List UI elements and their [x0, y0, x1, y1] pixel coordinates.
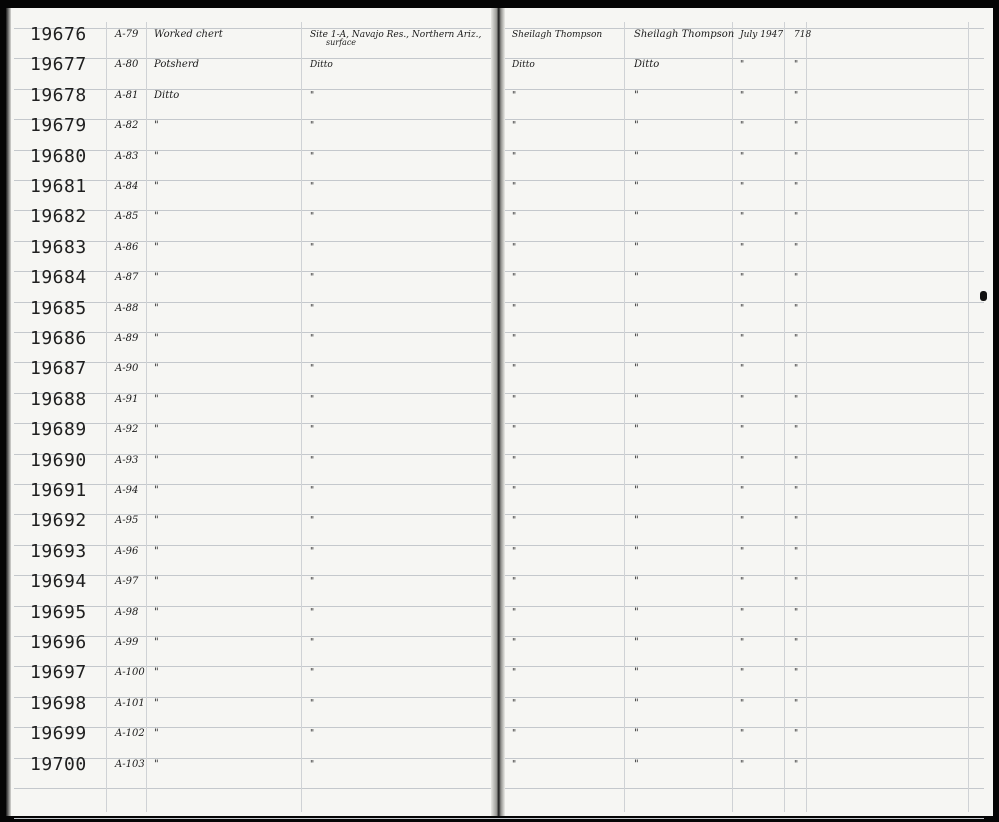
accession-number: " — [794, 638, 799, 648]
locality: " — [310, 668, 315, 678]
object-description: " — [154, 242, 159, 253]
donor: " — [634, 485, 639, 496]
table-row — [12, 628, 982, 658]
object-description: " — [154, 455, 159, 466]
locality: " — [310, 395, 315, 405]
accession-number: 718 — [794, 30, 812, 40]
catalog-number: 19680 — [30, 146, 87, 167]
field-number: A-99 — [115, 637, 139, 648]
locality: Site 1-A, Navajo Res., Northern Ariz., — [310, 30, 482, 40]
donor: " — [634, 363, 639, 374]
locality: " — [310, 729, 315, 739]
date: " — [740, 456, 745, 466]
accession-number: " — [794, 729, 799, 739]
accession-number: " — [794, 304, 799, 314]
field-number: A-80 — [115, 59, 139, 70]
donor: " — [634, 151, 639, 162]
date: " — [740, 668, 745, 678]
field-number: A-79 — [115, 29, 139, 40]
donor: " — [634, 424, 639, 435]
binding-mark — [980, 291, 987, 301]
accession-number: " — [794, 212, 799, 222]
date: " — [740, 334, 745, 344]
catalog-number: 19677 — [30, 54, 87, 75]
date: " — [740, 729, 745, 739]
catalog-number: 19689 — [30, 419, 87, 440]
table-row — [12, 81, 982, 111]
accession-number: " — [794, 364, 799, 374]
collector: Sheilagh Thompson — [512, 30, 603, 40]
accession-number: " — [794, 273, 799, 283]
field-number: A-98 — [115, 607, 139, 618]
object-description: Ditto — [154, 90, 180, 101]
catalog-number: 19684 — [30, 267, 87, 288]
locality: " — [310, 547, 315, 557]
date: " — [740, 395, 745, 405]
collector: " — [512, 638, 517, 648]
table-row — [12, 750, 982, 780]
table-row — [12, 172, 982, 202]
object-description: " — [154, 546, 159, 557]
field-number: A-93 — [115, 455, 139, 466]
collector: " — [512, 486, 517, 496]
catalog-number: 19686 — [30, 328, 87, 349]
donor: " — [634, 759, 639, 770]
date: " — [740, 577, 745, 587]
locality: " — [310, 91, 315, 101]
collector: " — [512, 152, 517, 162]
collector: " — [512, 668, 517, 678]
donor: " — [634, 637, 639, 648]
catalog-number: 19697 — [30, 662, 87, 683]
locality: " — [310, 760, 315, 770]
table-row — [12, 598, 982, 628]
page-edge — [6, 8, 11, 816]
locality-continuation: surface — [326, 38, 357, 47]
locality: " — [310, 456, 315, 466]
catalog-number: 19683 — [30, 237, 87, 258]
catalog-number: 19681 — [30, 176, 87, 197]
date: " — [740, 91, 745, 101]
field-number: A-90 — [115, 363, 139, 374]
table-row — [12, 233, 982, 263]
object-description: " — [154, 424, 159, 435]
catalog-number: 19695 — [30, 602, 87, 623]
locality: " — [310, 212, 315, 222]
collector: " — [512, 304, 517, 314]
collector: " — [512, 364, 517, 374]
accession-number: " — [794, 699, 799, 709]
table-row — [12, 689, 982, 719]
field-number: A-91 — [115, 394, 139, 405]
object-description: " — [154, 363, 159, 374]
catalog-number: 19691 — [30, 480, 87, 501]
locality: " — [310, 182, 315, 192]
catalog-number: 19687 — [30, 358, 87, 379]
object-description: " — [154, 667, 159, 678]
object-description: " — [154, 637, 159, 648]
collector: " — [512, 121, 517, 131]
date: " — [740, 516, 745, 526]
object-description: " — [154, 211, 159, 222]
accession-number: " — [794, 547, 799, 557]
collector: " — [512, 577, 517, 587]
catalog-number: 19676 — [30, 24, 87, 45]
accession-number: " — [794, 121, 799, 131]
object-description: " — [154, 151, 159, 162]
field-number: A-81 — [115, 90, 139, 101]
object-description: " — [154, 272, 159, 283]
collector: " — [512, 547, 517, 557]
object-description: Potsherd — [154, 59, 200, 70]
table-row — [12, 294, 982, 324]
locality: " — [310, 638, 315, 648]
accession-number: " — [794, 456, 799, 466]
collector: " — [512, 212, 517, 222]
collector: " — [512, 425, 517, 435]
field-number: A-89 — [115, 333, 139, 344]
table-row — [12, 567, 982, 597]
accession-number: " — [794, 760, 799, 770]
locality: " — [310, 304, 315, 314]
donor: " — [634, 181, 639, 192]
table-row — [12, 537, 982, 567]
date: " — [740, 486, 745, 496]
field-number: A-102 — [115, 728, 145, 739]
field-number: A-92 — [115, 424, 139, 435]
object-description: " — [154, 698, 159, 709]
accession-number: " — [794, 486, 799, 496]
object-description: " — [154, 515, 159, 526]
locality: Ditto — [310, 60, 333, 70]
locality: " — [310, 425, 315, 435]
collector: " — [512, 699, 517, 709]
accession-number: " — [794, 60, 799, 70]
table-row — [12, 324, 982, 354]
object-description: " — [154, 120, 159, 131]
table-row — [12, 202, 982, 232]
donor: " — [634, 455, 639, 466]
accession-number: " — [794, 152, 799, 162]
accession-number: " — [794, 608, 799, 618]
object-description: " — [154, 576, 159, 587]
field-number: A-87 — [115, 272, 139, 283]
date: " — [740, 152, 745, 162]
collector: " — [512, 334, 517, 344]
locality: " — [310, 121, 315, 131]
table-row — [12, 446, 982, 476]
date: " — [740, 760, 745, 770]
accession-number: " — [794, 243, 799, 253]
locality: " — [310, 334, 315, 344]
field-number: A-88 — [115, 303, 139, 314]
catalog-number: 19694 — [30, 571, 87, 592]
date: " — [740, 608, 745, 618]
catalog-number: 19692 — [30, 510, 87, 531]
donor: Ditto — [634, 59, 660, 70]
table-row — [12, 263, 982, 293]
field-number: A-82 — [115, 120, 139, 131]
accession-number: " — [794, 516, 799, 526]
field-number: A-96 — [115, 546, 139, 557]
donor: " — [634, 607, 639, 618]
donor: " — [634, 728, 639, 739]
collector: " — [512, 182, 517, 192]
table-row — [12, 142, 982, 172]
locality: " — [310, 486, 315, 496]
field-number: A-86 — [115, 242, 139, 253]
object-description: " — [154, 181, 159, 192]
catalog-number: 19685 — [30, 298, 87, 319]
collector: " — [512, 456, 517, 466]
field-number: A-83 — [115, 151, 139, 162]
field-number: A-95 — [115, 515, 139, 526]
accession-number: " — [794, 577, 799, 587]
catalog-number: 19678 — [30, 85, 87, 106]
donor: " — [634, 394, 639, 405]
accession-number: " — [794, 395, 799, 405]
object-description: " — [154, 759, 159, 770]
table-row — [12, 50, 982, 80]
table-row — [12, 385, 982, 415]
table-row — [12, 415, 982, 445]
locality: " — [310, 608, 315, 618]
table-row — [12, 20, 982, 50]
locality: " — [310, 152, 315, 162]
date: " — [740, 182, 745, 192]
object-description: Worked chert — [154, 29, 223, 40]
donor: " — [634, 698, 639, 709]
donor: " — [634, 667, 639, 678]
object-description: " — [154, 333, 159, 344]
table-row — [12, 506, 982, 536]
catalog-number: 19688 — [30, 389, 87, 410]
locality: " — [310, 516, 315, 526]
donor: " — [634, 90, 639, 101]
collector: " — [512, 760, 517, 770]
catalog-number: 19679 — [30, 115, 87, 136]
date: July 1947 — [740, 30, 784, 40]
date: " — [740, 425, 745, 435]
catalog-number: 19690 — [30, 450, 87, 471]
collector: Ditto — [512, 60, 535, 70]
date: " — [740, 60, 745, 70]
donor: " — [634, 546, 639, 557]
date: " — [740, 121, 745, 131]
locality: " — [310, 243, 315, 253]
catalog-number: 19700 — [30, 754, 87, 775]
collector: " — [512, 243, 517, 253]
object-description: " — [154, 607, 159, 618]
date: " — [740, 638, 745, 648]
object-description: " — [154, 303, 159, 314]
date: " — [740, 364, 745, 374]
table-row — [12, 658, 982, 688]
accession-number: " — [794, 668, 799, 678]
field-number: A-101 — [115, 698, 145, 709]
donor: Sheilagh Thompson — [634, 29, 735, 40]
date: " — [740, 547, 745, 557]
collector: " — [512, 729, 517, 739]
collector: " — [512, 273, 517, 283]
collector: " — [512, 608, 517, 618]
field-number: A-85 — [115, 211, 139, 222]
accession-number: " — [794, 334, 799, 344]
table-row — [12, 111, 982, 141]
accession-number: " — [794, 91, 799, 101]
catalog-number: 19682 — [30, 206, 87, 227]
locality: " — [310, 364, 315, 374]
date: " — [740, 243, 745, 253]
field-number: A-94 — [115, 485, 139, 496]
field-number: A-100 — [115, 667, 145, 678]
catalog-number: 19699 — [30, 723, 87, 744]
object-description: " — [154, 394, 159, 405]
object-description: " — [154, 485, 159, 496]
catalog-number: 19696 — [30, 632, 87, 653]
donor: " — [634, 242, 639, 253]
accession-number: " — [794, 425, 799, 435]
date: " — [740, 273, 745, 283]
ledger-spread — [6, 8, 993, 816]
donor: " — [634, 120, 639, 131]
date: " — [740, 304, 745, 314]
locality: " — [310, 699, 315, 709]
field-number: A-97 — [115, 576, 139, 587]
field-number: A-103 — [115, 759, 145, 770]
donor: " — [634, 211, 639, 222]
donor: " — [634, 333, 639, 344]
locality: " — [310, 273, 315, 283]
donor: " — [634, 272, 639, 283]
date: " — [740, 212, 745, 222]
locality: " — [310, 577, 315, 587]
catalog-number: 19693 — [30, 541, 87, 562]
collector: " — [512, 91, 517, 101]
accession-number: " — [794, 182, 799, 192]
date: " — [740, 699, 745, 709]
donor: " — [634, 576, 639, 587]
donor: " — [634, 515, 639, 526]
table-row — [12, 719, 982, 749]
ruled-line — [14, 818, 984, 819]
table-row — [12, 476, 982, 506]
collector: " — [512, 395, 517, 405]
field-number: A-84 — [115, 181, 139, 192]
donor: " — [634, 303, 639, 314]
table-row — [12, 354, 982, 384]
collector: " — [512, 516, 517, 526]
object-description: " — [154, 728, 159, 739]
catalog-number: 19698 — [30, 693, 87, 714]
